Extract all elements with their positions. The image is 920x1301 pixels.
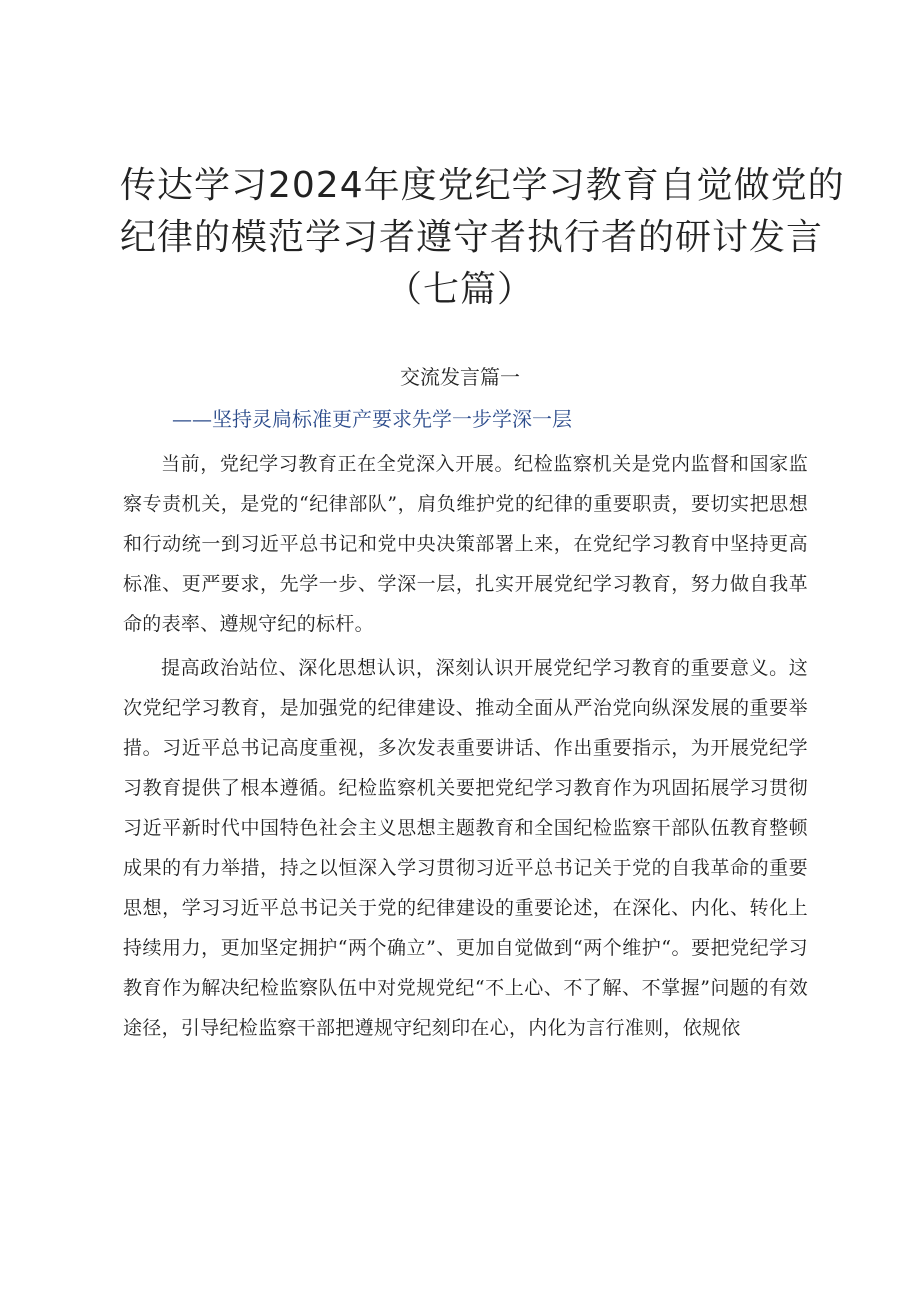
section-subheading: ——坚持灵扃标准更产要求先学一步学深一层 [172, 407, 572, 431]
section-heading: 交流发言篇一 [400, 365, 520, 389]
document-title [120, 160, 845, 316]
title-line-2: 纪律的模范学习者遵守者执行者的研讨发言 [120, 217, 824, 258]
document-body [123, 444, 808, 1048]
title-line-1: 传达学习2024年度党纪学习教育自觉做党的 [120, 165, 845, 206]
paragraph-2: 提高政治站位、深化思想认识，深刻认识开展党纪学习教育的重要意义。这次党纪学习教育，是加强党的纪律建设、推动全面从严治党向纵深发展的重要举措。习近平总书记高度重视，多次发表重要讲话、作出重要指示，为开展党纪学习教育提供了根本遵循。纪检监察机关要把党纪学习教育作为巩固拓展学习贯彻习近平新时代中国特色社会主义思想主题教育和全国纪检监察干部队伍教育整顿成果的有力举措，持之以恒深入学习贯彻习近平总书记关于党的自我革命的重要思想，学习习近平总书记关于党的纪律建设的重要论述，在深化、内化、转化上持续用力，更加坚定拥护“两个确立”、更加自觉做到“两个维护“。要把党纪学习教育作为解决纪检监察队伍中对党规党纪“不上心、不了解、不掌握”问题的有效途径，引导纪检监察干部把遵规守纪刻印在心，内化为言行准则，依规依 [123, 657, 808, 1039]
paragraph-1: 当前，党纪学习教育正在全党深入开展。纪检监察机关是党内监督和国家监察专责机关，是党的“纪律部队”，肩负维护党的纪律的重要职责，要切实把思想和行动统一到习近平总书记和党中央决策部署上来，在党纪学习教育中坚持更高标准、更严要求，先学一步、学深一层，扎实开展党纪学习教育，努力做自我革命的表率、遵规守纪的标杆。 [123, 453, 808, 635]
title-line-3: （七篇） [385, 269, 534, 310]
